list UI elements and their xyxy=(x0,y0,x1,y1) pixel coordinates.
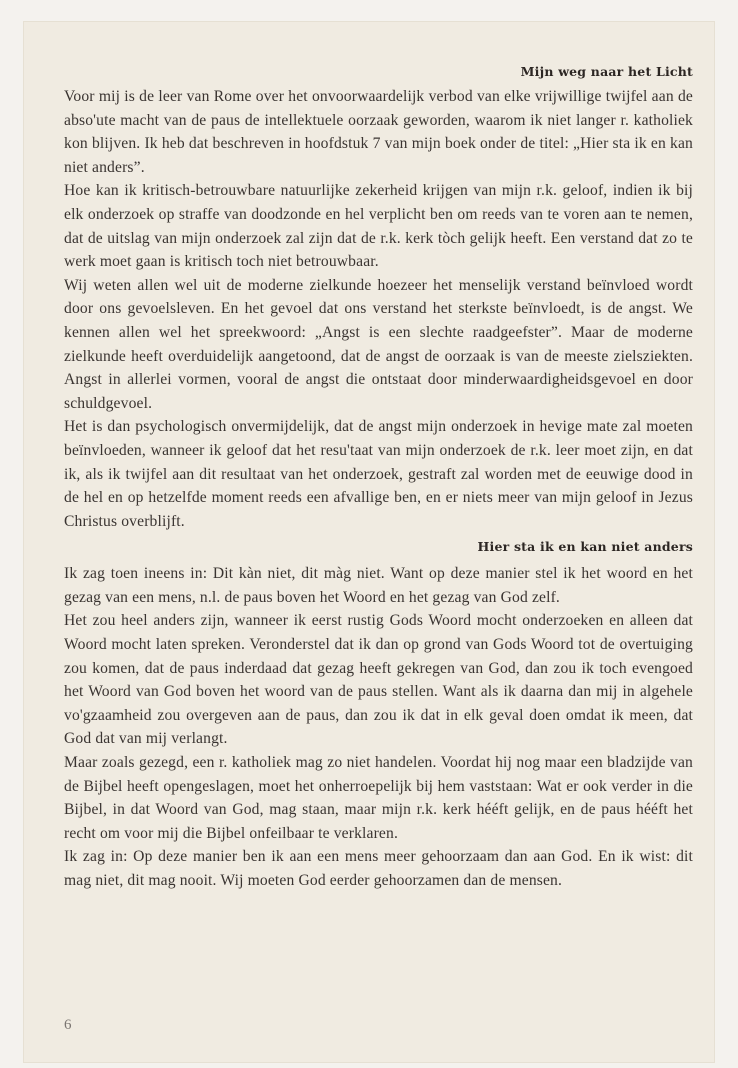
paragraph: Het is dan psychologisch onvermijdelijk, dat de angst mijn onderzoek in hevige mate zal moeten beïnvloeden, wanneer ik geloof dat het resu'taat van mijn onderzoek de r.k. leer moet zijn, en dat ik, als ik twijfel aan dit resultaat van het onderzoek, gestraft zal worden met de eeuwige dood in de hel en op hetzelfde moment reeds een afvallige ben, en er niets meer van mijn geloof in Jezus Christus overblijft. xyxy=(64,418,693,530)
paragraph: Hoe kan ik kritisch-betrouwbare natuurlijke zekerheid krijgen van mijn r.k. geloof, indien ik bij elk onderzoek op straffe van doodzonde en hel verplicht ben om reeds van te voren aan te nemen, dat de uitslag van mijn onderzoek zal zijn dat de r.k. kerk tòch gelijk heeft. Een verstand dat zo te werk moet gaan is kritisch toch niet betrouwbaar. xyxy=(64,182,693,271)
section-heading: Hier sta ik en kan niet anders xyxy=(477,539,693,555)
page-content xyxy=(64,64,693,893)
paragraph: Ik zag toen ineens in: Dit kàn niet, dit màg niet. Want op deze manier stel ik het woord en het gezag van een mens, n.l. de paus boven het Woord en het gezag van God zelf. xyxy=(64,565,693,606)
paragraph: Wij weten allen wel uit de moderne zielkunde hoezeer het menselijk verstand beïnvloed wordt door ons gevoelsleven. En het gevoel dat ons verstand het sterkste beïnvloedt, is de angst. We kennen allen wel het spreekwoord: „Angst is een slechte raadgeefster”. Maar de moderne zielkunde heeft overduidelijk aangetoond, dat de angst de oorzaak is van de meeste zielsziekten. Angst in allerlei vormen, vooral de angst die ontstaat door minderwaardigheidsgevoel en door schuldgevoel. xyxy=(64,276,693,412)
paragraph: Voor mij is de leer van Rome over het onvoorwaardelijk verbod van elke vrijwillige twijfel aan de abso'ute macht van de paus de intellektuele oorzaak geworden, waarom ik niet langer r. katholiek kon blijven. Ik heb dat beschreven in hoofdstuk 7 van mijn boek onder de titel: „Hier sta ik en kan niet anders”. xyxy=(64,88,693,176)
book-page xyxy=(24,22,714,1062)
paragraph: Het zou heel anders zijn, wanneer ik eerst rustig Gods Woord mocht onderzoeken en alleen dat Woord mocht laten spreken. Veronderstel dat ik dan op grond van Gods Woord tot de overtuiging zou komen, dat de paus inderdaad dat gezag heeft gekregen van God, dan zou ik toch evengoed het Woord van God boven het woord van de paus stellen. Want als ik daarna dan mij in algehele vo'gzaamheid zou overgeven aan de paus, dan zou ik dat in elk geval doen omdat ik meen, dat God dat van mij verlangt. xyxy=(64,612,693,748)
running-title: Mijn weg naar het Licht xyxy=(520,64,693,79)
page-number: 6 xyxy=(64,1017,72,1033)
paragraph: Ik zag in: Op deze manier ben ik aan een mens meer gehoorzaam dan aan God. En ik wist: dit mag niet, dit mag nooit. Wij moeten God eerder gehoorzamen dan de mensen. xyxy=(64,848,693,889)
paragraph: Maar zoals gezegd, een r. katholiek mag zo niet handelen. Voordat hij nog maar een bladzijde van de Bijbel heeft opengeslagen, moet het onherroepelijk bij hem vaststaan: Wat er ook verder in die Bijbel, in dat Woord van God, mag staan, maar mijn r.k. kerk hééft gelijk, en de paus hééft het recht om voor mij die Bijbel onfeilbaar te verklaren. xyxy=(64,754,693,842)
